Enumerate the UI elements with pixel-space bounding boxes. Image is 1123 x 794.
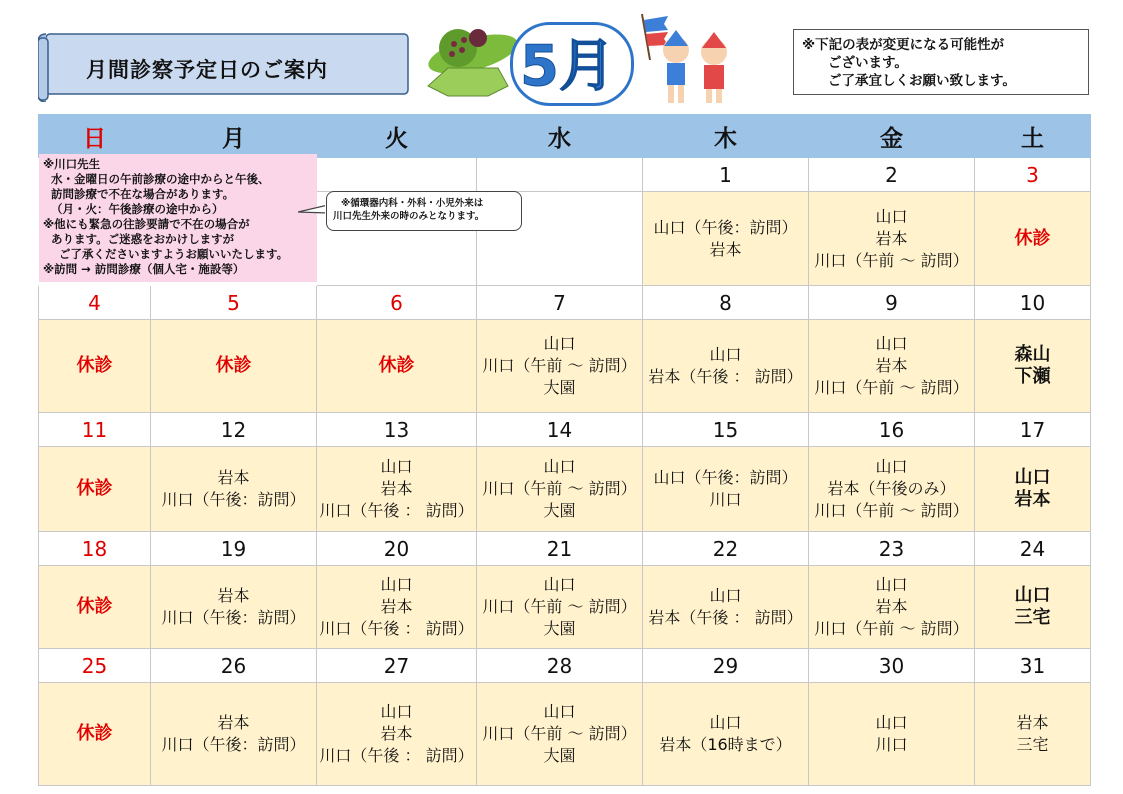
doctor-line: 山口 bbox=[543, 334, 576, 353]
doctor-line: 岩本 bbox=[380, 479, 413, 498]
doctor-line: 山口（午後：訪問） bbox=[653, 468, 798, 487]
doctor-line: 川口（午後：訪問） bbox=[161, 490, 306, 509]
doctor-line: 岩本 bbox=[1014, 489, 1051, 510]
note-line: ご了承くださいますようお願いいたします。 bbox=[43, 247, 289, 261]
schedule-cell bbox=[317, 320, 477, 413]
doctor-line: 岩本 bbox=[875, 597, 908, 616]
date-number: 11 bbox=[39, 413, 151, 447]
schedule-cell bbox=[975, 566, 1091, 649]
doctor-line: 山口 bbox=[1014, 467, 1051, 488]
doctor-line: 岩本（午後のみ） bbox=[827, 479, 956, 498]
doctor-line: 山口 bbox=[709, 586, 742, 605]
schedule-cell bbox=[317, 566, 477, 649]
note-line: ※川口先生 bbox=[43, 157, 101, 171]
doctor-line: 下瀬 bbox=[1014, 366, 1051, 387]
schedule-row bbox=[39, 447, 1091, 532]
schedule-cell bbox=[809, 320, 975, 413]
date-row bbox=[39, 649, 1091, 683]
schedule-cell bbox=[151, 447, 317, 532]
doctor-line: 岩本 bbox=[1016, 713, 1049, 732]
weekday-tue: 火 bbox=[317, 115, 477, 158]
schedule-cell bbox=[809, 683, 975, 786]
doctor-line: 山口 bbox=[875, 457, 908, 476]
weekday-wed: 水 bbox=[477, 115, 643, 158]
schedule-cell bbox=[643, 320, 809, 413]
doctor-line: 川口（午前 ～ 訪問） bbox=[814, 619, 969, 638]
closed-label: 休診 bbox=[76, 723, 113, 744]
date-number: 30 bbox=[809, 649, 975, 683]
closed-label: 休診 bbox=[76, 478, 113, 499]
date-number: 14 bbox=[477, 413, 643, 447]
schedule-row bbox=[39, 683, 1091, 786]
date-number: 28 bbox=[477, 649, 643, 683]
doctor-line: 山口 bbox=[709, 713, 742, 732]
date-number: 3 bbox=[975, 158, 1091, 192]
closed-label: 休診 bbox=[378, 355, 415, 376]
doctor-line: 山口 bbox=[1014, 585, 1051, 606]
doctor-line: 山口 bbox=[380, 702, 413, 721]
closed-label: 休診 bbox=[76, 596, 113, 617]
date-number: 22 bbox=[643, 532, 809, 566]
doctor-line: 岩本 bbox=[217, 468, 250, 487]
doctor-line: 川口（午後 ： 訪問） bbox=[319, 746, 474, 765]
notice-line: ※下記の表が変更になる可能性が bbox=[802, 37, 1005, 53]
schedule-cell bbox=[975, 447, 1091, 532]
doctor-line: 岩本（午後 ： 訪問） bbox=[648, 608, 803, 627]
doctor-line: 山口 bbox=[543, 575, 576, 594]
closed-label: 休診 bbox=[76, 355, 113, 376]
date-number: 13 bbox=[317, 413, 477, 447]
date-number bbox=[317, 158, 477, 192]
date-number: 19 bbox=[151, 532, 317, 566]
doctor-line: 川口（午後 ： 訪問） bbox=[319, 501, 474, 520]
doctor-line: 岩本 bbox=[380, 724, 413, 743]
date-number: 21 bbox=[477, 532, 643, 566]
note-line: ※訪問 → 訪問診療（個人宅・施設等） bbox=[43, 262, 245, 276]
doctor-line: 岩本（午後 ： 訪問） bbox=[648, 367, 803, 386]
date-number: 9 bbox=[809, 286, 975, 320]
schedule-cell bbox=[317, 683, 477, 786]
schedule-cell bbox=[975, 320, 1091, 413]
schedule-cell bbox=[975, 683, 1091, 786]
note-line: 訪問診療で不在な場合があります。 bbox=[43, 187, 235, 201]
note-line: 水・金曜日の午前診療の途中からと午後、 bbox=[43, 172, 270, 186]
doctor-line: 岩本 bbox=[875, 228, 908, 248]
weekday-mon: 月 bbox=[151, 115, 317, 158]
doctor-line: 大園 bbox=[543, 378, 576, 397]
date-number: 18 bbox=[39, 532, 151, 566]
doctor-line: 山口 bbox=[380, 575, 413, 594]
schedule-cell bbox=[477, 683, 643, 786]
doctor-line: 山口 bbox=[380, 457, 413, 476]
date-row bbox=[39, 286, 1091, 320]
schedule-cell bbox=[39, 447, 151, 532]
notice-line: ございます。 bbox=[828, 55, 908, 71]
date-number: 7 bbox=[477, 286, 643, 320]
date-number: 17 bbox=[975, 413, 1091, 447]
doctor-line: 岩本 bbox=[217, 586, 250, 605]
schedule-cell bbox=[643, 447, 809, 532]
doctor-line: 岩本 bbox=[380, 597, 413, 616]
doctor-line: 川口 bbox=[709, 490, 742, 509]
koinobori-children-icon bbox=[636, 10, 744, 108]
doctor-line: 山口（午後：訪問） bbox=[653, 217, 798, 237]
date-number: 23 bbox=[809, 532, 975, 566]
schedule-cell bbox=[317, 447, 477, 532]
date-number: 1 bbox=[643, 158, 809, 192]
date-number: 16 bbox=[809, 413, 975, 447]
schedule-cell bbox=[643, 683, 809, 786]
doctor-line: 川口 bbox=[875, 735, 908, 754]
note-line: あります。ご迷惑をおかけしますが bbox=[43, 232, 235, 246]
date-number: 27 bbox=[317, 649, 477, 683]
doctor-line: 川口（午前 ～ 訪問） bbox=[482, 479, 637, 498]
weekday-sun: 日 bbox=[39, 115, 151, 158]
doctor-line: 森山 bbox=[1014, 344, 1051, 365]
schedule-cell bbox=[809, 447, 975, 532]
schedule-cell bbox=[39, 320, 151, 413]
doctor-line: 山口 bbox=[543, 702, 576, 721]
weekday-sat: 土 bbox=[975, 115, 1091, 158]
date-number: 10 bbox=[975, 286, 1091, 320]
date-number: 31 bbox=[975, 649, 1091, 683]
schedule-cell bbox=[643, 192, 809, 286]
doctor-line: 川口（午後 ： 訪問） bbox=[319, 619, 474, 638]
doctor-line: 川口（午前 ～ 訪問） bbox=[814, 378, 969, 397]
doctor-line: 山口 bbox=[543, 457, 576, 476]
schedule-cell bbox=[151, 566, 317, 649]
doctor-line: 山口 bbox=[875, 206, 908, 226]
date-number: 25 bbox=[39, 649, 151, 683]
date-number: 12 bbox=[151, 413, 317, 447]
date-number: 24 bbox=[975, 532, 1091, 566]
callout-line: ※循環器内科・外科・小児外来は bbox=[341, 198, 484, 209]
schedule-cell bbox=[477, 320, 643, 413]
doctor-note bbox=[39, 154, 317, 282]
doctor-line: 岩本（16時まで） bbox=[659, 735, 792, 754]
doctor-line: 川口（午前 ～ 訪問） bbox=[814, 250, 969, 270]
schedule-row bbox=[39, 566, 1091, 649]
page-title: 月間診察予定日のご案内 bbox=[86, 58, 328, 82]
doctor-line: 大園 bbox=[543, 619, 576, 638]
date-number bbox=[477, 158, 643, 192]
schedule-cell bbox=[809, 566, 975, 649]
schedule-cell bbox=[39, 683, 151, 786]
weekday-fri: 金 bbox=[809, 115, 975, 158]
doctor-line: 山口 bbox=[875, 334, 908, 353]
date-number: 29 bbox=[643, 649, 809, 683]
schedule-cell bbox=[151, 320, 317, 413]
schedule-row bbox=[39, 320, 1091, 413]
note-line: ※他にも緊急の往診要請で不在の場合が bbox=[43, 217, 250, 231]
doctor-line: 山口 bbox=[709, 345, 742, 364]
doctor-line: 川口（午前 ～ 訪問） bbox=[482, 356, 637, 375]
callout-line: 川口先生外来の時のみとなります。 bbox=[333, 211, 485, 222]
date-number: 2 bbox=[809, 158, 975, 192]
doctor-line: 大園 bbox=[543, 746, 576, 765]
schedule-cell bbox=[477, 447, 643, 532]
kashiwa-mochi-icon bbox=[418, 14, 518, 106]
schedule-cell bbox=[643, 566, 809, 649]
schedule-cell bbox=[809, 192, 975, 286]
date-row bbox=[39, 532, 1091, 566]
notice-line: ご了承宜しくお願い致します。 bbox=[828, 73, 1016, 89]
note-line: （月・火：午後診療の途中から） bbox=[43, 202, 224, 216]
doctor-line: 川口（午前 ～ 訪問） bbox=[482, 724, 637, 743]
schedule-cell bbox=[39, 566, 151, 649]
schedule-cell bbox=[151, 683, 317, 786]
doctor-line: 川口（午後：訪問） bbox=[161, 608, 306, 627]
closed-label: 休診 bbox=[215, 355, 252, 376]
specialty-callout bbox=[326, 191, 522, 231]
doctor-line: 大園 bbox=[543, 501, 576, 520]
bubble-tail-icon bbox=[298, 202, 328, 216]
schedule-cell bbox=[477, 566, 643, 649]
doctor-line: 川口（午後：訪問） bbox=[161, 735, 306, 754]
doctor-line: 岩本 bbox=[709, 239, 742, 259]
doctor-line: 岩本 bbox=[217, 713, 250, 732]
doctor-line: 山口 bbox=[875, 575, 908, 594]
date-number: 15 bbox=[643, 413, 809, 447]
date-number: 8 bbox=[643, 286, 809, 320]
weekday-header-row bbox=[39, 115, 1091, 158]
doctor-line: 三宅 bbox=[1016, 735, 1049, 754]
doctor-line: 岩本 bbox=[875, 356, 908, 375]
change-notice bbox=[793, 29, 1089, 95]
date-number: 4 bbox=[39, 286, 151, 320]
date-row bbox=[39, 413, 1091, 447]
schedule-cell bbox=[975, 192, 1091, 286]
date-number: 5 bbox=[151, 286, 317, 320]
doctor-line: 川口（午前 ～ 訪問） bbox=[814, 501, 969, 520]
date-number: 20 bbox=[317, 532, 477, 566]
closed-label: 休診 bbox=[1014, 227, 1051, 249]
doctor-line: 川口（午前 ～ 訪問） bbox=[482, 597, 637, 616]
date-number: 26 bbox=[151, 649, 317, 683]
doctor-line: 山口 bbox=[875, 713, 908, 732]
doctor-line: 三宅 bbox=[1014, 607, 1051, 628]
weekday-thu: 木 bbox=[643, 115, 809, 158]
month-label: 5月 bbox=[520, 34, 615, 99]
date-number: 6 bbox=[317, 286, 477, 320]
